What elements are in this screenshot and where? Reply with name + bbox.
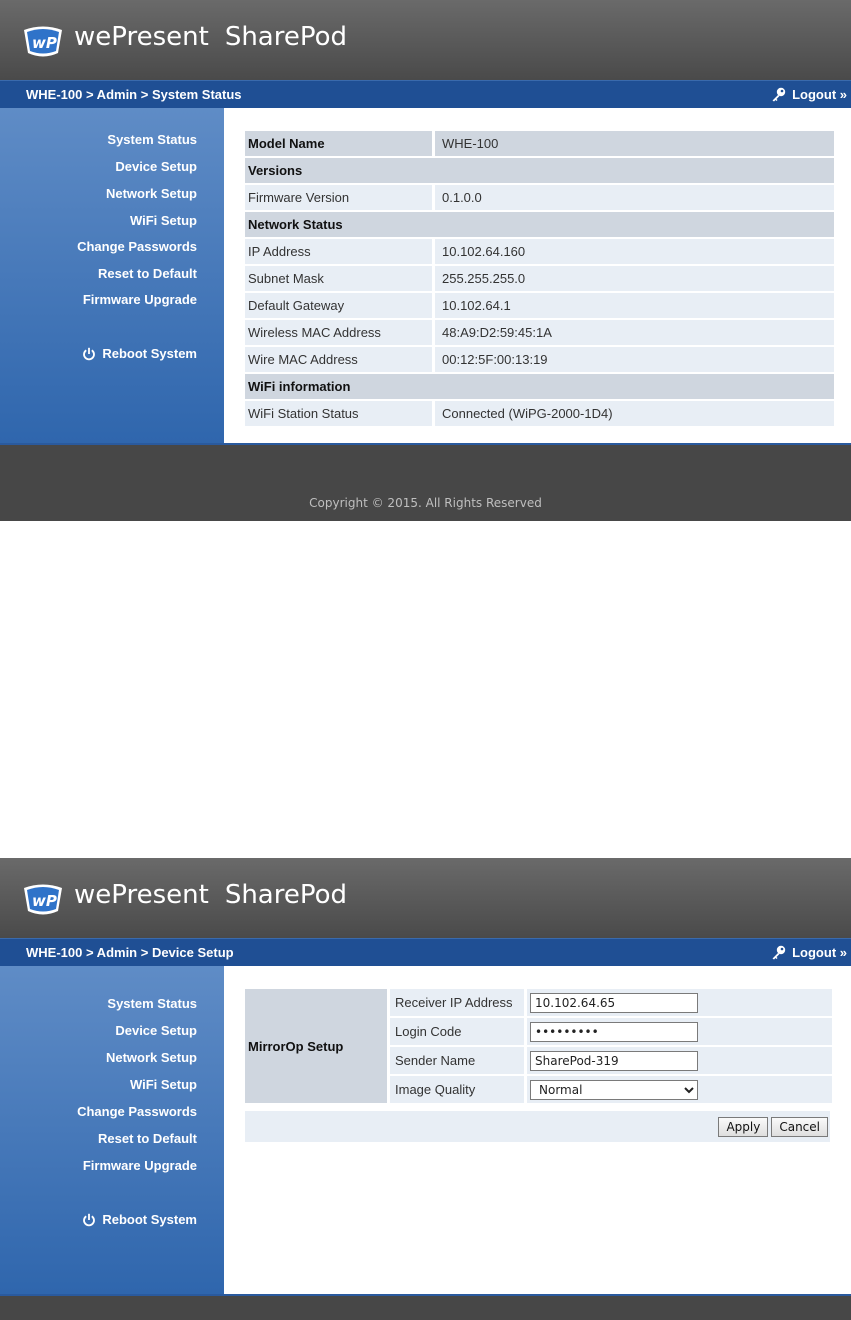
table-section [245, 374, 834, 399]
nav-change-passwords[interactable]: Change Passwords [77, 1104, 197, 1119]
receiver-ip-cell [527, 989, 832, 1016]
wireless-mac-label: Wireless MAC Address [245, 320, 432, 345]
ip-address-value: 10.102.64.160 [432, 239, 834, 264]
cancel-button[interactable]: Cancel [771, 1117, 828, 1137]
image-quality-label: Image Quality [390, 1076, 527, 1103]
key-icon [771, 944, 787, 960]
receiver-ip-label: Receiver IP Address [390, 989, 527, 1016]
apply-button[interactable]: Apply [718, 1117, 768, 1137]
table-row [245, 293, 834, 318]
app-header [0, 0, 851, 80]
product-name: SharePod [224, 22, 348, 52]
wireless-mac-value: 48:A9:D2:59:45:1A [432, 320, 834, 345]
device-setup-content [224, 966, 851, 1294]
wepresent-logo-icon [20, 882, 66, 916]
status-content [224, 108, 851, 444]
subnet-mask-label: Subnet Mask [245, 266, 432, 291]
mirrorop-setup-label: MirrorOp Setup [245, 989, 390, 1103]
logout-label: Logout » [792, 944, 847, 960]
subnet-mask-value: 255.255.255.0 [432, 266, 834, 291]
login-code-label: Login Code [390, 1018, 527, 1045]
table-row [245, 320, 834, 345]
wire-mac-value: 00:12:5F:00:13:19 [432, 347, 834, 372]
login-code-input[interactable] [530, 1022, 698, 1042]
nav-firmware-upgrade[interactable]: Firmware Upgrade [82, 292, 197, 307]
sender-name-label: Sender Name [390, 1047, 527, 1074]
network-status-heading: Network Status [245, 212, 834, 237]
product-name: SharePod [224, 880, 348, 910]
nav-device-setup[interactable]: Device Setup [115, 1023, 197, 1038]
brand-title [74, 22, 347, 52]
sidebar-nav [0, 966, 224, 1294]
logout-link[interactable] [771, 86, 847, 102]
svg-text:wP: wP [32, 892, 57, 910]
key-icon [771, 86, 787, 102]
logout-link[interactable] [771, 944, 847, 960]
svg-text:wP: wP [32, 34, 57, 52]
mirrorop-setup-form [245, 987, 832, 1105]
device-setup-screen [0, 858, 851, 1320]
breadcrumb: WHE-100 > Admin > System Status [26, 87, 242, 102]
wire-mac-label: Wire MAC Address [245, 347, 432, 372]
logout-label: Logout » [792, 86, 847, 102]
wifi-station-label: WiFi Station Status [245, 401, 432, 426]
app-header [0, 858, 851, 938]
power-icon [82, 1213, 96, 1227]
nav-network-setup[interactable]: Network Setup [105, 1050, 197, 1065]
table-row [245, 185, 834, 210]
wepresent-logo-icon [20, 24, 66, 58]
nav-reset-to-default[interactable]: Reset to Default [98, 1131, 197, 1146]
login-code-cell [527, 1018, 832, 1045]
image-quality-select[interactable] [530, 1080, 698, 1100]
nav-system-status[interactable]: System Status [107, 132, 197, 147]
receiver-ip-input[interactable] [530, 993, 698, 1013]
nav-reset-to-default[interactable]: Reset to Default [98, 266, 197, 281]
page-footer [0, 443, 851, 521]
ip-address-label: IP Address [245, 239, 432, 264]
model-name-value: WHE-100 [432, 131, 834, 156]
breadcrumb: WHE-100 > Admin > Device Setup [26, 945, 234, 960]
copyright-text: Copyright © 2015. All Rights Reserved [309, 496, 542, 510]
form-actions [245, 1111, 830, 1142]
page-footer [0, 1294, 851, 1320]
table-section [245, 158, 834, 183]
breadcrumb-bar [0, 938, 851, 966]
system-status-table [245, 129, 834, 428]
table-section [245, 212, 834, 237]
model-name-label: Model Name [245, 131, 432, 156]
brand-title [74, 880, 347, 910]
table-row [245, 131, 834, 156]
nav-reboot-system[interactable] [82, 346, 197, 361]
nav-reboot-system[interactable] [82, 1212, 197, 1227]
nav-wifi-setup[interactable]: WiFi Setup [129, 213, 197, 228]
firmware-version-value: 0.1.0.0 [432, 185, 834, 210]
table-row [245, 401, 834, 426]
breadcrumb-bar [0, 80, 851, 108]
nav-system-status[interactable]: System Status [107, 996, 197, 1011]
nav-wifi-setup[interactable]: WiFi Setup [129, 1077, 197, 1092]
reboot-label: Reboot System [102, 346, 197, 361]
nav-change-passwords[interactable]: Change Passwords [77, 239, 197, 254]
table-row [245, 239, 834, 264]
versions-heading: Versions [245, 158, 834, 183]
reboot-label: Reboot System [102, 1212, 197, 1227]
default-gateway-value: 10.102.64.1 [432, 293, 834, 318]
nav-device-setup[interactable]: Device Setup [115, 159, 197, 174]
wifi-information-heading: WiFi information [245, 374, 834, 399]
default-gateway-label: Default Gateway [245, 293, 432, 318]
nav-firmware-upgrade[interactable]: Firmware Upgrade [82, 1158, 197, 1173]
nav-network-setup[interactable]: Network Setup [105, 186, 197, 201]
power-icon [82, 347, 96, 361]
table-row [245, 266, 834, 291]
sender-name-cell [527, 1047, 832, 1074]
sender-name-input[interactable] [530, 1051, 698, 1071]
firmware-version-label: Firmware Version [245, 185, 432, 210]
brand-name: wePresent [74, 22, 209, 52]
brand-name: wePresent [74, 880, 209, 910]
wifi-station-value: Connected (WiPG-2000-1D4) [432, 401, 834, 426]
table-row [245, 347, 834, 372]
sidebar-nav [0, 108, 224, 444]
image-quality-cell [527, 1076, 832, 1103]
form-row [245, 989, 832, 1016]
system-status-screen [0, 0, 851, 521]
